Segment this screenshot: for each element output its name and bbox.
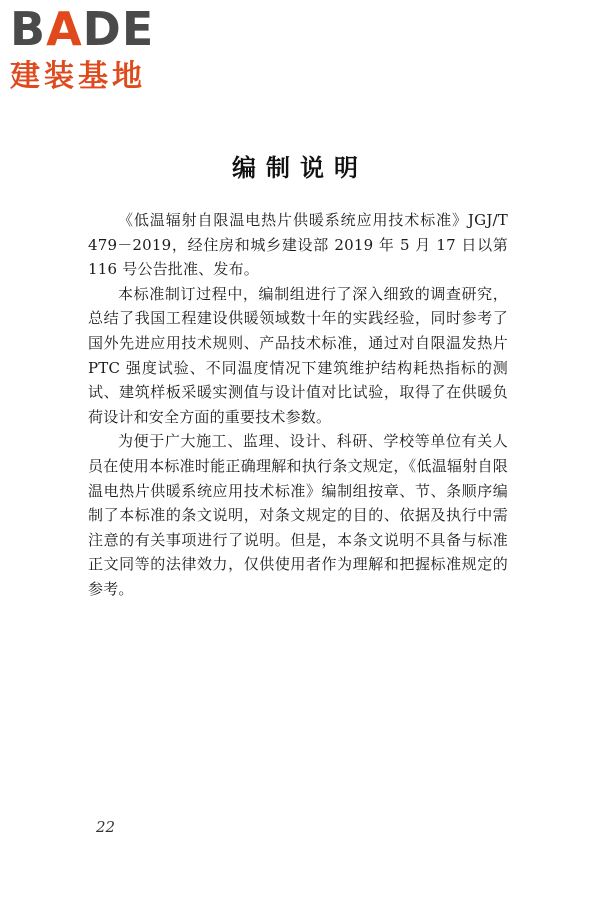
body-text bbox=[88, 208, 508, 602]
paragraph-approval: 《低温辐射自限温电热片供暖系统应用技术标准》JGJ/T 479－2019，经住房和城乡建设部 2019 年 5 月 17 日以第 116 号公告批准、发布。 bbox=[88, 211, 508, 279]
bade-logo bbox=[10, 4, 180, 96]
page-number: 22 bbox=[96, 818, 116, 836]
logo-subtitle: 建装基地 bbox=[10, 59, 146, 94]
logo-letter-a: A bbox=[46, 2, 83, 56]
logo-letters-de: DE bbox=[82, 2, 155, 56]
page-title: 编制说明 bbox=[232, 154, 368, 182]
paragraph-purpose: 为便于广大施工、监理、设计、科研、学校等单位有关人员在使用本标准时能正确理解和执行条文规定，《低温辐射自限温电热片供暖系统应用技术标准》编制组按章、节、条顺序编制了本标准的条文说明，对条文规定的目的、依据及执行中需注意的有关事项进行了说明。但是，本条文说明不具备与标准正文同等的法律效力，仅供使用者作为理解和把握标准规定的参考。 bbox=[88, 432, 508, 598]
paragraph-process: 本标准制订过程中，编制组进行了深入细致的调查研究，总结了我国工程建设供暖领域数十年的实践经验，同时参考了国外先进应用技术规则、产品技术标准，通过对自限温发热片 PTC 强度试验、不同温度情况下建筑维护结构耗热指标的测试、建筑样板采暖实测值与设计值对比试验，取得了在供暖负荷设计和安全方面的重要技术参数。 bbox=[88, 284, 508, 426]
logo-wordmark bbox=[10, 4, 180, 54]
logo-letter-b: B bbox=[10, 2, 47, 56]
